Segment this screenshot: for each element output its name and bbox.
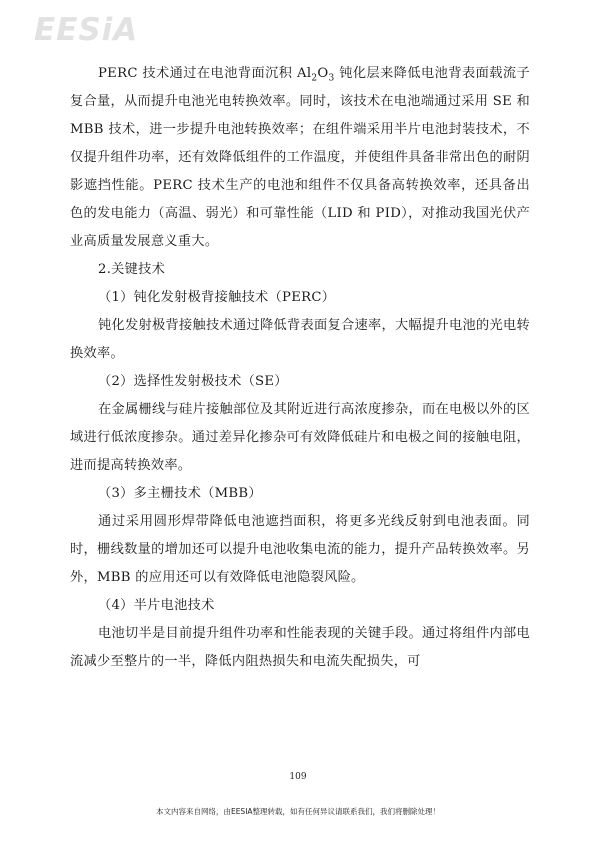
item-1-heading: （1）钝化发射极背接触技术（PERC） — [98, 290, 336, 305]
intro-paragraph: PERC 技术通过在电池背面沉积 $Al_2O_3$ 钝化层来降低电池背表面载流子复合量，从而提升电池光电转换效率。同时，该技术在电池端通过采用 SE 和 MBB 技术，进一步提升电池转换效率；在组件端采用半片电池封装技术，不仅提升组件功率，还有效降低组件的工作温度，并使组件具备非常出色的耐阴影遮挡性能。PERC 技术生产的电池和组件不仅具备高转换效率，还具备出色的发电能力（高温、弱光）和可靠性能（LID 和 PID），对推动我国光伏产业高质量发展意义重大。 — [70, 66, 530, 249]
eesia-logo: EESiA — [34, 12, 139, 48]
item-1-text: 钝化发射极背接触技术通过降低背表面复合速率，大幅提升电池的光电转换效率。 — [70, 318, 530, 361]
section-heading: 2.关键技术 — [98, 262, 166, 277]
item-4-text: 电池切半是目前提升组件功率和性能表现的关键手段。通过将组件内部电流减少至整片的一半，降低内阻热损失和电流失配损失，可 — [70, 626, 530, 669]
page-number: 109 — [289, 772, 307, 782]
item-2-heading: （2）选择性发射极技术（SE） — [98, 374, 288, 389]
item-3-text: 通过采用圆形焊带降低电池遮挡面积，将更多光线反射到电池表面。同时，栅线数量的增加还可以提升电池收集电流的能力，提升产品转换效率。另外，MBB 的应用还可以有效降低电池隐裂风险。 — [70, 514, 530, 585]
document-body — [70, 60, 530, 676]
item-4-heading: （4）半片电池技术 — [98, 598, 215, 613]
footer-disclaimer: 本文内容来自网络，由EESIA整理转载，如有任何异议请联系我们，我们将删除处理！ — [155, 807, 441, 816]
item-3-heading: （3）多主栅技术（MBB） — [98, 486, 262, 501]
item-2-text: 在金属栅线与硅片接触部位及其附近进行高浓度掺杂，而在电极以外的区域进行低浓度掺杂。通过差异化掺杂可有效降低硅片和电极之间的接触电阻，进而提高转换效率。 — [70, 402, 530, 473]
